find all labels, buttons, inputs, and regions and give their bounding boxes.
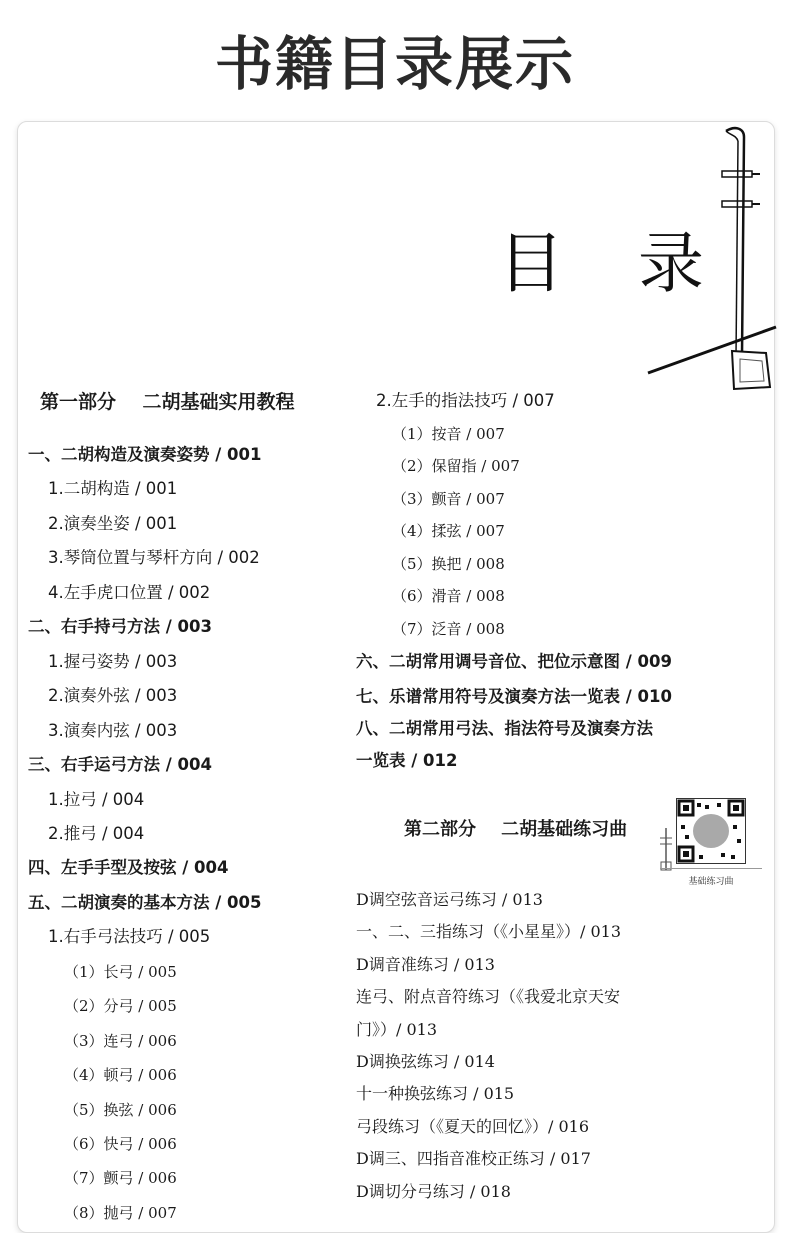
toc-entry: （1）长弓 / 005 — [64, 962, 177, 981]
toc-section-entry: 二、右手持弓方法 / 003 — [28, 617, 212, 637]
toc-entry: （4）揉弦 / 007 — [392, 522, 505, 540]
toc-entry: 1.二胡构造 / 001 — [48, 479, 178, 499]
toc-entry: （2）分弓 / 005 — [64, 997, 177, 1016]
toc-entry: 1.右手弓法技巧 / 005 — [48, 927, 211, 947]
toc-entry: 十一种换弦练习 / 015 — [356, 1084, 515, 1104]
toc-entry: （4）顿弓 / 006 — [64, 1066, 177, 1085]
toc-entry: 3.琴筒位置与琴杆方向 / 002 — [48, 548, 260, 568]
toc-section-entry: 八、二胡常用弓法、指法符号及演奏方法 — [356, 719, 653, 738]
toc-entry: 连弓、附点音符练习（《我爱北京天安 — [356, 987, 621, 1007]
toc-entry: （3）连弓 / 006 — [64, 1031, 177, 1050]
toc-section-entry: 四、左手手型及按弦 / 004 — [28, 858, 229, 878]
qr-label: 基础练习曲 — [688, 877, 734, 887]
toc-entry: 2.左手的指法技巧 / 007 — [376, 391, 555, 410]
toc-section-entry: 五、二胡演奏的基本方法 / 005 — [28, 892, 262, 912]
toc-entry: （2）保留指 / 007 — [392, 457, 520, 475]
part1-title: 第一部分 二胡基础实用教程 — [40, 391, 295, 413]
toc-section-entry: 一览表 / 012 — [356, 751, 458, 770]
toc-entry: （7）颤弓 / 006 — [64, 1169, 177, 1188]
qr-code-icon — [676, 798, 746, 864]
toc-entry: 2.演奏坐姿 / 001 — [48, 513, 178, 533]
toc-entry: （8）抛弓 / 007 — [64, 1203, 177, 1222]
toc-entry: （6）快弓 / 006 — [64, 1135, 177, 1153]
toc-entry: （6）滑音 / 008 — [392, 587, 505, 605]
toc-entry: 1.握弓姿势 / 003 — [48, 651, 178, 671]
toc-entry: 门》）/ 013 — [356, 1019, 438, 1039]
toc-section-entry: 六、二胡常用调号音位、把位示意图 / 009 — [356, 652, 672, 671]
toc-entry: 弓段练习（《夏天的回忆》）/ 016 — [356, 1116, 590, 1136]
part2-title: 第二部分 二胡基础练习曲 — [404, 819, 628, 840]
toc-entry: （3）颤音 / 007 — [392, 490, 505, 508]
qr-base-line — [660, 868, 762, 869]
toc-entry: 3.演奏内弦 / 003 — [48, 720, 178, 740]
toc-heading-char-1: 目 — [498, 225, 564, 302]
toc-entry: D调三、四指音准校正练习 / 017 — [356, 1149, 591, 1169]
toc-section-entry: 三、右手运弓方法 / 004 — [28, 755, 212, 775]
toc-entry: （7）泛音 / 008 — [392, 620, 505, 638]
toc-section-entry: 七、乐谱常用符号及演奏方法一览表 / 010 — [356, 687, 672, 706]
toc-entry: D调空弦音运弓练习 / 013 — [356, 890, 543, 909]
page-title: 书籍目录展示 — [214, 30, 575, 98]
toc-entry: 一、二、三指练习（《小星星》）/ 013 — [356, 922, 622, 942]
toc-section-entry: 一、二胡构造及演奏姿势 / 001 — [28, 445, 262, 464]
toc-entry: 2.演奏外弦 / 003 — [48, 686, 178, 706]
toc-entry: （5）换把 / 008 — [392, 555, 505, 573]
toc-entry: D调音准练习 / 013 — [356, 954, 495, 974]
erhu-illustration — [640, 125, 780, 405]
toc-entry: （1）按音 / 007 — [392, 425, 505, 443]
toc-entry: 4.左手虎口位置 / 002 — [48, 582, 211, 602]
toc-entry: 1.拉弓 / 004 — [48, 789, 145, 809]
toc-heading-char-2: 录 — [638, 225, 704, 302]
toc-entry: 2.推弓 / 004 — [48, 823, 145, 843]
toc-entry: D调换弦练习 / 014 — [356, 1052, 495, 1071]
toc-entry: D调切分弓练习 / 018 — [356, 1181, 511, 1201]
toc-entry: （5）换弦 / 006 — [64, 1100, 177, 1119]
